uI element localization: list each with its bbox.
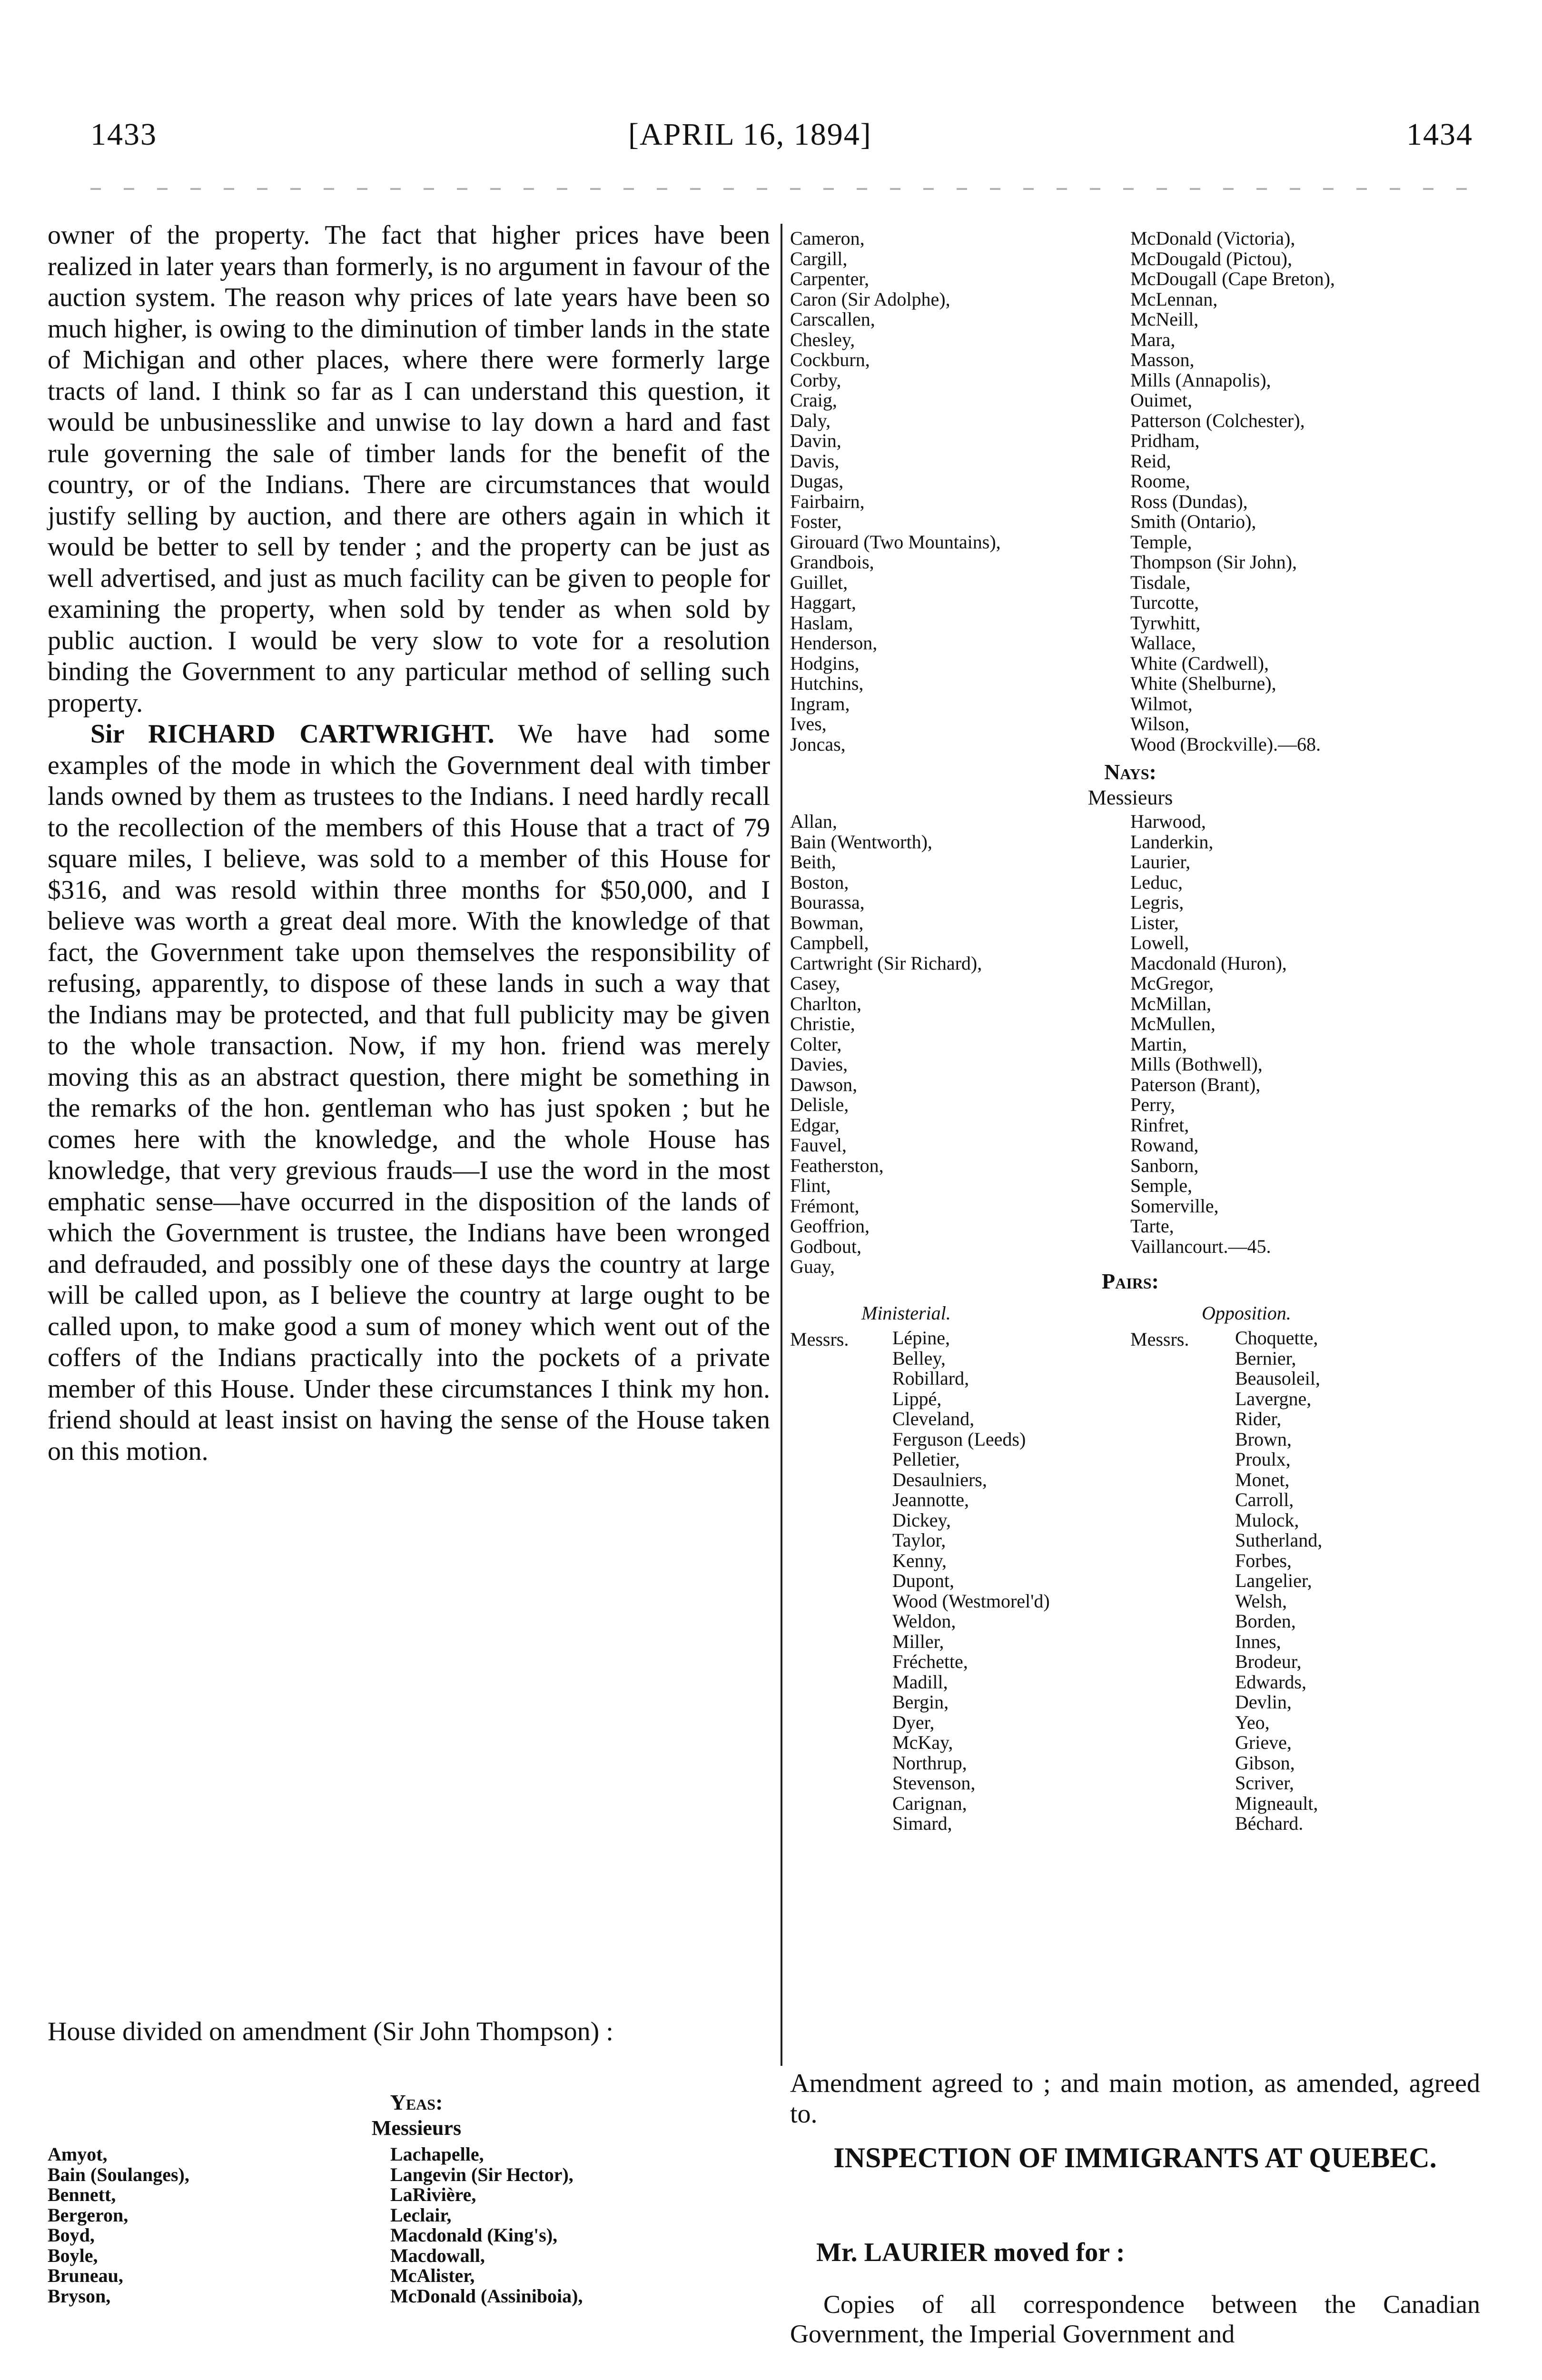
nay-member: Casey, bbox=[790, 972, 840, 994]
yea-member: Thompson (Sir John), bbox=[1130, 551, 1297, 573]
yea-member: Foster, bbox=[790, 511, 842, 532]
pair-opposition-member: Yeo, bbox=[1235, 1711, 1270, 1733]
yea-member: Craig, bbox=[790, 389, 837, 411]
page-date: [APRIL 16, 1894] bbox=[628, 117, 872, 152]
messrs-ministerial: Messrs. bbox=[790, 1329, 849, 1350]
yea-member: Cockburn, bbox=[790, 349, 870, 370]
yea-member: Hutchins, bbox=[790, 673, 864, 694]
left-column bbox=[48, 220, 770, 1467]
pair-ministerial-member: Kenny, bbox=[892, 1549, 947, 1571]
nay-member: Allan, bbox=[790, 811, 837, 832]
copies-text: Copies of all correspondence between the Canadian Government, the Imperial Government and bbox=[790, 2290, 1480, 2348]
pair-opposition-member: Lavergne, bbox=[1235, 1388, 1312, 1409]
yea-member: Tisdale, bbox=[1130, 571, 1191, 593]
nay-member: Landerkin, bbox=[1130, 831, 1214, 853]
page-number-left: 1433 bbox=[90, 117, 157, 152]
yea-member: Bryson, bbox=[48, 2285, 111, 2307]
yea-member: Mara, bbox=[1130, 328, 1176, 350]
yea-member: Ives, bbox=[790, 713, 827, 734]
yea-member: Corby, bbox=[790, 369, 841, 391]
pair-opposition-member: Grieve, bbox=[1235, 1732, 1292, 1753]
yea-member: Ingram, bbox=[790, 693, 850, 714]
nay-member: Godbout, bbox=[790, 1235, 861, 1257]
pair-ministerial-member: Robillard, bbox=[892, 1368, 969, 1389]
nay-member: Bourassa, bbox=[790, 892, 865, 913]
nay-member: Boston, bbox=[790, 871, 849, 893]
nays-messieurs: Messieurs bbox=[1087, 786, 1173, 809]
yea-member: Haggart, bbox=[790, 592, 856, 613]
yea-member: Reid, bbox=[1130, 450, 1171, 472]
nay-member: Rinfret, bbox=[1130, 1114, 1189, 1136]
yeas-right-col-a bbox=[790, 228, 1001, 754]
nay-member: Mills (Bothwell), bbox=[1130, 1053, 1263, 1075]
pair-ministerial-member: Ferguson (Leeds) bbox=[892, 1428, 1026, 1450]
pair-opposition-member: Proulx, bbox=[1235, 1448, 1291, 1470]
yea-member: McDonald (Victoria), bbox=[1130, 228, 1295, 249]
yea-member: Boyle, bbox=[48, 2244, 98, 2266]
yea-member: Cargill, bbox=[790, 248, 848, 269]
nay-member: Geoffrion, bbox=[790, 1215, 870, 1237]
pair-opposition-member: Brodeur, bbox=[1235, 1651, 1302, 1672]
yea-member: Langevin (Sir Hector), bbox=[390, 2163, 573, 2185]
speaker-cartwright: Sir RICHARD CARTWRIGHT. bbox=[90, 719, 494, 749]
pair-ministerial-member: Lippé, bbox=[892, 1388, 942, 1409]
pair-ministerial-member: Jeannotte, bbox=[892, 1489, 969, 1510]
yea-member: McDougald (Pictou), bbox=[1130, 248, 1292, 269]
yea-member: Daly, bbox=[790, 409, 831, 431]
nay-member: Paterson (Brant), bbox=[1130, 1073, 1261, 1095]
yea-member: Carpenter, bbox=[790, 268, 870, 289]
yea-member: Fairbairn, bbox=[790, 490, 865, 512]
nay-member: Lowell, bbox=[1130, 932, 1189, 953]
nay-member: Bowman, bbox=[790, 912, 864, 933]
speaker-laurier: Mr. LAURIER bbox=[816, 2238, 987, 2267]
nay-member: Martin, bbox=[1130, 1033, 1187, 1055]
pair-opposition-member: Edwards, bbox=[1235, 1671, 1306, 1693]
pair-opposition-member: Choquette, bbox=[1235, 1327, 1318, 1349]
pair-ministerial-member: Carignan, bbox=[892, 1792, 967, 1814]
yea-member: Joncas, bbox=[790, 733, 846, 755]
yeas-right-col-b bbox=[1130, 228, 1335, 754]
yea-member: Caron (Sir Adolphe), bbox=[790, 288, 950, 310]
nay-member: Lister, bbox=[1130, 912, 1179, 933]
nays-heading: Nays: bbox=[1104, 760, 1156, 784]
nay-member: Sanborn, bbox=[1130, 1154, 1199, 1176]
yea-member: Masson, bbox=[1130, 349, 1195, 370]
yea-member: Boyd, bbox=[48, 2224, 95, 2246]
yea-member: Macdowall, bbox=[390, 2244, 485, 2266]
moved-line bbox=[816, 2237, 1125, 2268]
nay-member: Fauvel, bbox=[790, 1134, 847, 1156]
pair-opposition-member: Forbes, bbox=[1235, 1549, 1292, 1571]
nay-member: Delisle, bbox=[790, 1094, 849, 1115]
pair-ministerial-member: Madill, bbox=[892, 1671, 948, 1693]
nay-member: Featherston, bbox=[790, 1154, 884, 1176]
nay-member: Semple, bbox=[1130, 1175, 1192, 1196]
pair-ministerial-member: Desaulniers, bbox=[892, 1468, 987, 1490]
nay-member: Charlton, bbox=[790, 992, 861, 1014]
yea-member: Roome, bbox=[1130, 470, 1190, 492]
header-rule bbox=[90, 188, 1480, 190]
nay-member: McMillan, bbox=[1130, 992, 1211, 1014]
pair-opposition-member: Sutherland, bbox=[1235, 1529, 1323, 1551]
pair-ministerial-member: Miller, bbox=[892, 1630, 944, 1652]
nay-member: Laurier, bbox=[1130, 851, 1191, 873]
yea-member: Wilson, bbox=[1130, 713, 1189, 734]
yea-member: McAlister, bbox=[390, 2265, 475, 2286]
yea-member: Hodgins, bbox=[790, 652, 860, 674]
pair-opposition-member: Langelier, bbox=[1235, 1570, 1312, 1591]
yea-member: Macdonald (King's), bbox=[390, 2224, 558, 2246]
pair-ministerial-member: Belley, bbox=[892, 1347, 946, 1369]
pair-opposition-member: Bernier, bbox=[1235, 1347, 1296, 1369]
yea-member: LaRivière, bbox=[390, 2184, 476, 2205]
yea-member: Davin, bbox=[790, 430, 841, 451]
yea-member: Pridham, bbox=[1130, 430, 1200, 451]
yea-member: Wallace, bbox=[1130, 632, 1196, 654]
nay-member: Perry, bbox=[1130, 1094, 1176, 1115]
yea-member: Mills (Annapolis), bbox=[1130, 369, 1271, 391]
pair-opposition-member: Carroll, bbox=[1235, 1489, 1294, 1510]
nay-member: Christie, bbox=[790, 1013, 855, 1034]
paragraph-cartwright bbox=[48, 719, 770, 1467]
pair-opposition-member: Rider, bbox=[1235, 1408, 1282, 1429]
nay-member: Dawson, bbox=[790, 1073, 858, 1095]
pair-ministerial-member: Simard, bbox=[892, 1813, 952, 1834]
nay-member: Guay, bbox=[790, 1256, 835, 1277]
column-divider bbox=[781, 224, 782, 2066]
pair-ministerial-member: McKay, bbox=[892, 1732, 953, 1753]
nay-member: Legris, bbox=[1130, 892, 1184, 913]
pair-ministerial-member: Wood (Westmorel'd) bbox=[892, 1590, 1050, 1612]
moved-for: moved for : bbox=[993, 2238, 1125, 2267]
pair-opposition-member: Brown, bbox=[1235, 1428, 1292, 1450]
ministerial-label: Ministerial. bbox=[861, 1302, 951, 1324]
division-text: House divided on amendment (Sir John Thompson) : bbox=[48, 2017, 613, 2046]
yea-member: White (Cardwell), bbox=[1130, 652, 1269, 674]
page-number-right: 1434 bbox=[1406, 117, 1473, 152]
nay-member: Leduc, bbox=[1130, 871, 1183, 893]
yeas-messieurs: Messieurs bbox=[371, 2116, 462, 2140]
pair-opposition-member: Beausoleil, bbox=[1235, 1368, 1320, 1389]
nay-member: Flint, bbox=[790, 1175, 831, 1196]
yea-member: Cameron, bbox=[790, 228, 865, 249]
pair-opposition-member: Migneault, bbox=[1235, 1792, 1318, 1814]
yea-member: Ross (Dundas), bbox=[1130, 490, 1248, 512]
pair-opposition-member: Béchard. bbox=[1235, 1813, 1304, 1834]
yea-member: Bergeron, bbox=[48, 2204, 128, 2226]
yea-member: Bruneau, bbox=[48, 2265, 123, 2286]
pair-ministerial-member: Weldon, bbox=[892, 1610, 956, 1632]
yea-member: Tyrwhitt, bbox=[1130, 612, 1201, 634]
pair-ministerial-member: Northrup, bbox=[892, 1752, 967, 1774]
pair-ministerial-member: Pelletier, bbox=[892, 1448, 960, 1470]
messrs-opposition: Messrs. bbox=[1130, 1329, 1189, 1350]
nay-member: Bain (Wentworth), bbox=[790, 831, 932, 853]
yea-member: McDonald (Assiniboia), bbox=[390, 2285, 583, 2307]
yea-member: McDougall (Cape Breton), bbox=[1130, 268, 1335, 289]
opposition-label: Opposition. bbox=[1202, 1302, 1291, 1324]
pair-ministerial-member: Dyer, bbox=[892, 1711, 935, 1733]
nay-member: Davies, bbox=[790, 1053, 848, 1075]
yea-member: McNeill, bbox=[1130, 308, 1199, 330]
paragraph-owner: owner of the property. The fact that higher prices have been realized in later years than formerly, is no argument in favour of the auction system. The reason why prices of late years have been so much higher, is owing to the diminution of timber lands in the state of Michigan and other places, where there were formerly large tracts of land. I think so far as I can understand this question, it would be unbusinesslike and unwise to lay down a hard and fast rule governing the sale of timber lands for the benefit of the country, or of the Indians. There are circumstances that would justify selling by auction, and there are others again in which it would be better to sell by tender ; and the property can be just as well advertised, and just as much facility can be given to people for examining the property, when sold by tender as when sold by public auction. I would be very slow to vote for a resolution binding the Government to any particular method of selling such property. bbox=[48, 220, 770, 718]
nay-member: Rowand, bbox=[1130, 1134, 1199, 1156]
nay-member: McMullen, bbox=[1130, 1013, 1216, 1034]
amendment-result: Amendment agreed to ; and main motion, as amended, agreed to. bbox=[790, 2069, 1480, 2129]
yea-member: Amyot, bbox=[48, 2143, 108, 2165]
pair-ministerial-member: Lépine, bbox=[892, 1327, 950, 1349]
pair-opposition-member: Scriver, bbox=[1235, 1772, 1294, 1794]
yea-member: McLennan, bbox=[1130, 288, 1218, 310]
yea-member: Haslam, bbox=[790, 612, 853, 634]
yeas-left-col-b bbox=[390, 2144, 583, 2306]
nays-col-a bbox=[790, 812, 982, 1277]
yea-member: Chesley, bbox=[790, 328, 855, 350]
pair-opposition-member: Innes, bbox=[1235, 1630, 1281, 1652]
pair-opposition-member: Monet, bbox=[1235, 1468, 1290, 1490]
yea-member: Wood (Brockville).—68. bbox=[1130, 733, 1321, 755]
cartwright-text: We have had some examples of the mode in which the Government deal with timber lands owned by them as trustees to the Indians. I need hardly recall to the recollection of the members of this House that a tract of 79 square miles, I believe, was sold to a member of this House for $316, and was resold within three months for $50,000, and I believe was worth a great deal more. With the knowledge of that fact, the Government take upon themselves the responsibility of refusing, apparently, to dispose of these lands in such a way that the Indians may be protected, and that full publicity may be given to the whole transaction. Now, if my hon. friend was merely moving this as an abstract question, there might be something in the remarks of the hon. gentleman who has just spoken ; but he comes here with the knowledge, and the whole House has knowledge, that very grevious frauds—I use the word in the most emphatic sense—have occurred in the disposition of the lands of which the Government is trustee, the Indians have been wronged and defrauded, and possibly one of these days the country at large will be called upon, as I believe the country at large ought to be called upon, to make good a sum of money which went out of the coffers of the Indians practically into the pockets of a private member of this House. Under these circumstances I think my hon. friend should at least insist on having the sense of the House taken on this motion. bbox=[48, 719, 771, 1466]
yea-member: White (Shelburne), bbox=[1130, 673, 1276, 694]
yea-member: Ouimet, bbox=[1130, 389, 1192, 411]
pair-opposition-member: Gibson, bbox=[1235, 1752, 1295, 1774]
yea-member: Bain (Soulanges), bbox=[48, 2163, 189, 2185]
yea-member: Smith (Ontario), bbox=[1130, 511, 1256, 532]
yeas-heading: Yeas: bbox=[390, 2090, 443, 2114]
nay-member: Somerville, bbox=[1130, 1195, 1219, 1217]
yea-member: Wilmot, bbox=[1130, 693, 1193, 714]
nay-member: Beith, bbox=[790, 851, 836, 873]
nay-member: Vaillancourt.—45. bbox=[1130, 1235, 1271, 1257]
nays-col-b bbox=[1130, 812, 1287, 1257]
yea-member: Patterson (Colchester), bbox=[1130, 409, 1305, 431]
yea-member: Dugas, bbox=[790, 470, 844, 492]
pair-ministerial-member: Bergin, bbox=[892, 1691, 949, 1713]
yea-member: Davis, bbox=[790, 450, 840, 472]
pair-ministerial-member: Taylor, bbox=[892, 1529, 946, 1551]
yea-member: Carscallen, bbox=[790, 308, 875, 330]
pair-ministerial-member: Cleveland, bbox=[892, 1408, 975, 1429]
pair-ministerial-member: Stevenson, bbox=[892, 1772, 976, 1794]
pair-ministerial-member: Dupont, bbox=[892, 1570, 954, 1591]
pair-opposition-member: Mulock, bbox=[1235, 1509, 1299, 1531]
yea-member: Lachapelle, bbox=[390, 2143, 484, 2165]
yea-member: Girouard (Two Mountains), bbox=[790, 531, 1001, 553]
yea-member: Bennett, bbox=[48, 2184, 116, 2205]
nay-member: Cartwright (Sir Richard), bbox=[790, 952, 982, 974]
nay-member: McGregor, bbox=[1130, 972, 1214, 994]
yeas-left-col-a bbox=[48, 2144, 189, 2306]
yea-member: Guillet, bbox=[790, 571, 848, 593]
nay-member: Harwood, bbox=[1130, 811, 1206, 832]
pair-ministerial-member: Dickey, bbox=[892, 1509, 951, 1531]
pairs-ministerial-list bbox=[892, 1328, 1050, 1834]
nay-member: Colter, bbox=[790, 1033, 842, 1055]
yea-member: Turcotte, bbox=[1130, 592, 1199, 613]
section-heading: INSPECTION OF IMMIGRANTS AT QUEBEC. bbox=[833, 2142, 1437, 2173]
nay-member: Edgar, bbox=[790, 1114, 840, 1136]
pair-ministerial-member: Fréchette, bbox=[892, 1651, 968, 1672]
nay-member: Macdonald (Huron), bbox=[1130, 952, 1287, 974]
yea-member: Grandbois, bbox=[790, 551, 874, 573]
yea-member: Leclair, bbox=[390, 2204, 452, 2226]
pair-opposition-member: Welsh, bbox=[1235, 1590, 1287, 1612]
yea-member: Henderson, bbox=[790, 632, 878, 654]
nay-member: Campbell, bbox=[790, 932, 869, 953]
pair-opposition-member: Borden, bbox=[1235, 1610, 1296, 1632]
pairs-heading: Pairs: bbox=[1102, 1269, 1159, 1293]
yea-member: Temple, bbox=[1130, 531, 1192, 553]
pair-opposition-member: Devlin, bbox=[1235, 1691, 1292, 1713]
pairs-opposition-list bbox=[1235, 1328, 1322, 1834]
nay-member: Frémont, bbox=[790, 1195, 860, 1217]
nay-member: Tarte, bbox=[1130, 1215, 1174, 1237]
